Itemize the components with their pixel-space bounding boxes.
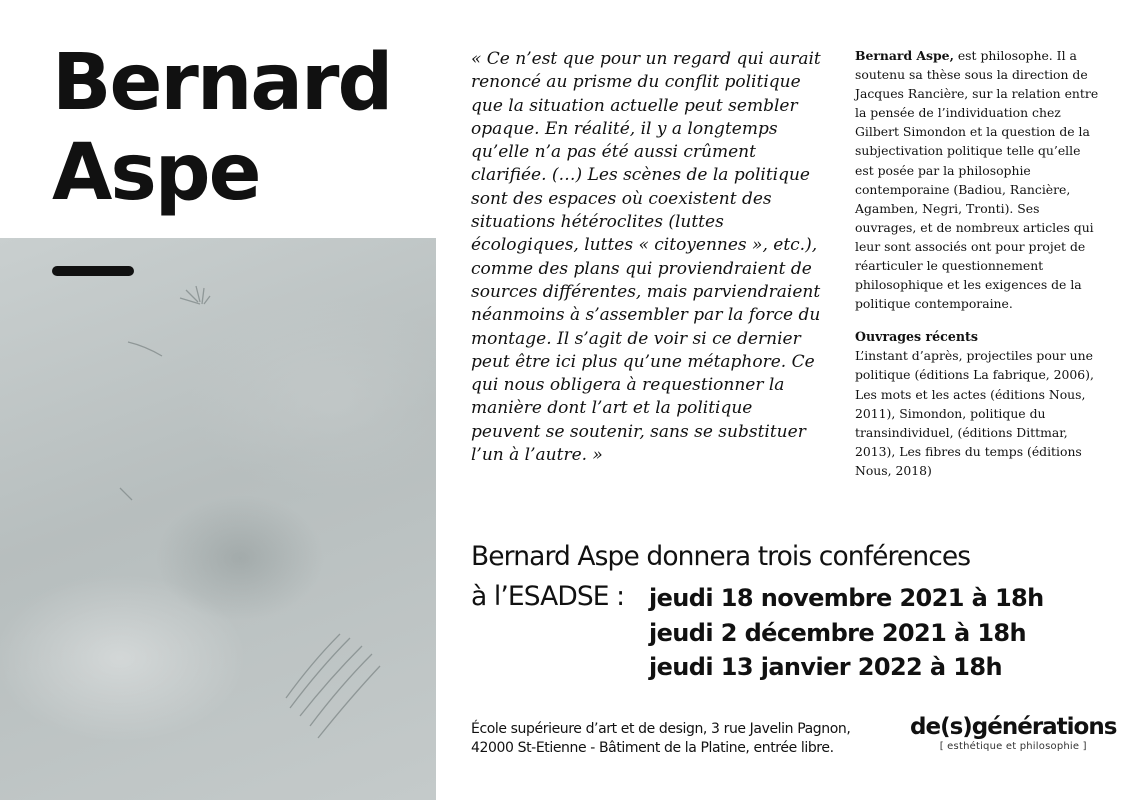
announcement-line: Bernard Aspe donnera trois conférences bbox=[471, 541, 971, 572]
bio-paragraph bbox=[855, 46, 1100, 313]
snow-texture-photo bbox=[0, 238, 436, 800]
photo-texture-marks bbox=[0, 238, 436, 800]
works-heading: Ouvrages récents bbox=[855, 329, 978, 345]
biography-block bbox=[855, 46, 1100, 480]
quote-text: « Ce n’est que pour un regard qui aurait renoncé au prisme du conflit politique que la situation actuelle peut sembler opaque. En réalité, il y a longtemps qu’elle n’a pas été aussi crûment clarifiée. (…) Les scènes de la politique sont des espaces où coexistent des situations hétéroclites (luttes écologiques, luttes « citoyennes », etc.), comme des plans qui proviendraient de sources différentes, mais parviendraient néanmoins à s’assembler par la force du montage. Il s’agit de voir si ce dernier peut être ici plus qu’une métaphore. Ce qui nous obligera à requestionner la manière dont l’art et la politique peuvent se soutenir, sans se substituer l’un à l’autre. » bbox=[471, 49, 821, 466]
logo-wordmark: de(s)générations bbox=[910, 714, 1117, 740]
conference-date-2: jeudi 2 décembre 2021 à 18h bbox=[649, 618, 1027, 647]
speaker-name-title bbox=[52, 38, 391, 218]
venue-address bbox=[471, 720, 850, 758]
bio-text: est philosophe. Il a soutenu sa thèse sous la direction de Jacques Rancière, sur la relation entre la pensée de l’individuation chez Gilbert Simondon et la question de la subjectivation politique telle qu’elle est posée par la philosophie contemporaine (Badiou, Rancière, Agamben, Negri, Tronti). Ses ouvrages, et de nombreux articles qui leur sont associés ont pour projet de réarticuler le questionnement philosophique et les exigences de la politique contemporaine. bbox=[855, 48, 1099, 312]
title-underline-dash bbox=[52, 266, 134, 276]
conference-date-3: jeudi 13 janvier 2022 à 18h bbox=[649, 653, 1002, 681]
works-list: L’instant d’après, projectiles pour une politique (éditions La fabrique, 2006), Les mots et les actes (éditions Nous, 2011), Simondon, politique du transindividuel, (éditions Dittmar, 2013), Les fibres du temps (éditions Nous, 2018) bbox=[855, 348, 1094, 478]
title-line-2: Aspe bbox=[52, 128, 260, 218]
bio-name: Bernard Aspe, bbox=[855, 48, 954, 63]
logo-subtitle: [ esthétique et philosophie ] bbox=[939, 741, 1087, 752]
title-line-1: Bernard bbox=[52, 38, 392, 128]
conference-dates bbox=[649, 581, 1044, 685]
conference-date-1: jeudi 18 novembre 2021 à 18h bbox=[649, 584, 1044, 612]
degenerations-logo bbox=[910, 714, 1116, 754]
announcement-prefix: à l’ESADSE : bbox=[471, 581, 625, 612]
address-line-2: 42000 St-Etienne - Bâtiment de la Platine, entrée libre. bbox=[471, 740, 834, 756]
address-line-1: École supérieure d’art et de design, 3 rue Javelin Pagnon, bbox=[471, 721, 851, 737]
